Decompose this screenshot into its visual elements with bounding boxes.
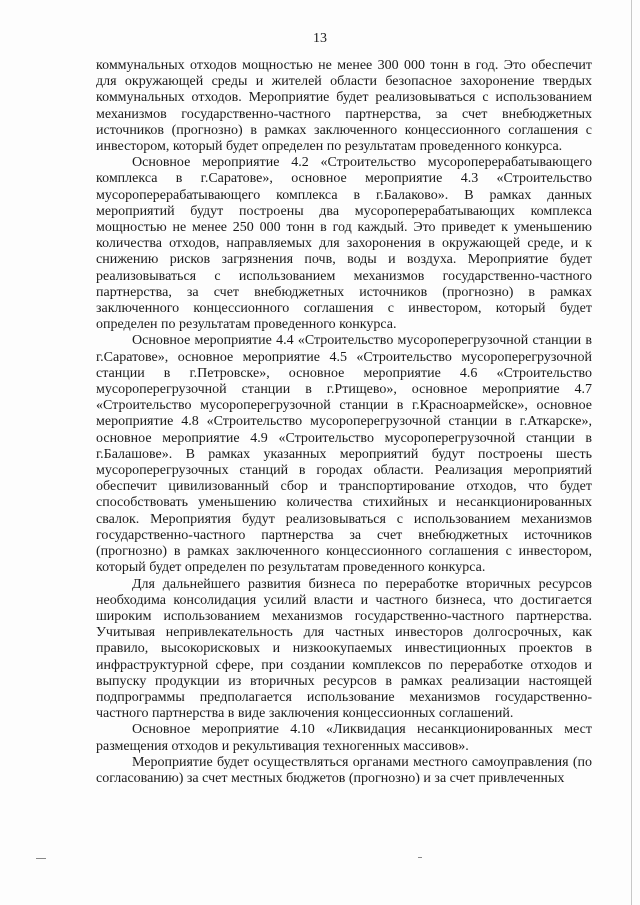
page-number: 13 bbox=[313, 31, 327, 46]
scan-edge-line bbox=[631, 0, 632, 905]
paragraph-6: Мероприятие будет осуществляться органами местного самоуправления (по согласованию) за счет местных бюджетов (прогнозно) и за счет привлеченных bbox=[96, 754, 592, 786]
paragraph-1: коммунальных отходов мощностью не менее 300 000 тонн в год. Это обеспечит для окружающей среды и жителей области безопасное захоронение твердых коммунальных отходов. Мероприятие будет реализовываться с использованием механизмов государственно-частного партнерства, за счет внебюджетных источников (прогнозно) в рамках заключенного концессионного соглашения с инвестором, который будет определен по результатам проведенного конкурса. bbox=[96, 58, 592, 155]
paragraph-4: Для дальнейшего развития бизнеса по переработке вторичных ресурсов необходима консолидация усилий власти и частного бизнеса, что достигается широким использованием механизмов государственно-частного партнерства. Учитывая непривлекательность для частных инвесторов долгосрочных, как правило, высокорисковых и низкоокупаемых инвестиционных проектов в инфраструктурной сфере, при создании комплексов по переработке отходов и выпуску продукции из вторичных ресурсов в рамках реализации настоящей подпрограммы предполагается использование механизмов государственно-частного партнерства в виде заключения концессионных соглашений. bbox=[96, 576, 592, 722]
scan-artifact-left bbox=[36, 858, 46, 859]
paragraph-3: Основное мероприятие 4.4 «Строительство мусороперегрузочной станции в г.Саратове», основное мероприятие 4.5 «Строительство мусороперегрузочной станции в г.Петровске», основное мероприятие 4.6 «Строительство мусороперегрузочной станции в г.Ртищево», основное мероприятие 4.7 «Строительство мусороперегрузочной станции в г.Красноармейске», основное мероприятие 4.8 «Строительство мусороперегрузочной станции в г.Аткарске», основное мероприятие 4.9 «Строительство мусороперегрузочной станции в г.Балашове». В рамках указанных мероприятий будут построены шесть мусороперегрузочных станций в городах области. Реализация мероприятий обеспечит цивилизованный сбор и транспортирование отходов, что будет способствовать уменьшению количества стихийных и несанкционированных свалок. Мероприятия будут реализовываться с использованием механизмов государственно-частного партнерства за счет внебюджетных источников (прогнозно) в рамках заключенного концессионного соглашения с инвестором, который будет определен по результатам проведенного конкурса. bbox=[96, 333, 592, 576]
paragraph-5: Основное мероприятие 4.10 «Ликвидация несанкционированных мест размещения отходов и рекультивация техногенных массивов». bbox=[96, 722, 592, 754]
scan-artifact-bottom bbox=[418, 857, 422, 858]
document-body bbox=[96, 58, 592, 787]
paragraph-2: Основное мероприятие 4.2 «Строительство мусороперерабатывающего комплекса в г.Саратове», основное мероприятие 4.3 «Строительство мусороперерабатывающего комплекса в г.Балаково». В рамках данных мероприятий будут построены два мусороперерабатывающих комплекса мощностью не менее 250 000 тонн в год каждый. Это приведет к уменьшению количества отходов, направляемых для захоронения в окружающей среде, и к снижению рисков загрязнения почв, воды и воздуха. Мероприятие будет реализовываться с использованием механизмов государственно-частного партнерства, за счет внебюджетных источников (прогнозно) в рамках заключенного концессионного соглашения с инвестором, который будет определен по результатам проведенного конкурса. bbox=[96, 155, 592, 333]
